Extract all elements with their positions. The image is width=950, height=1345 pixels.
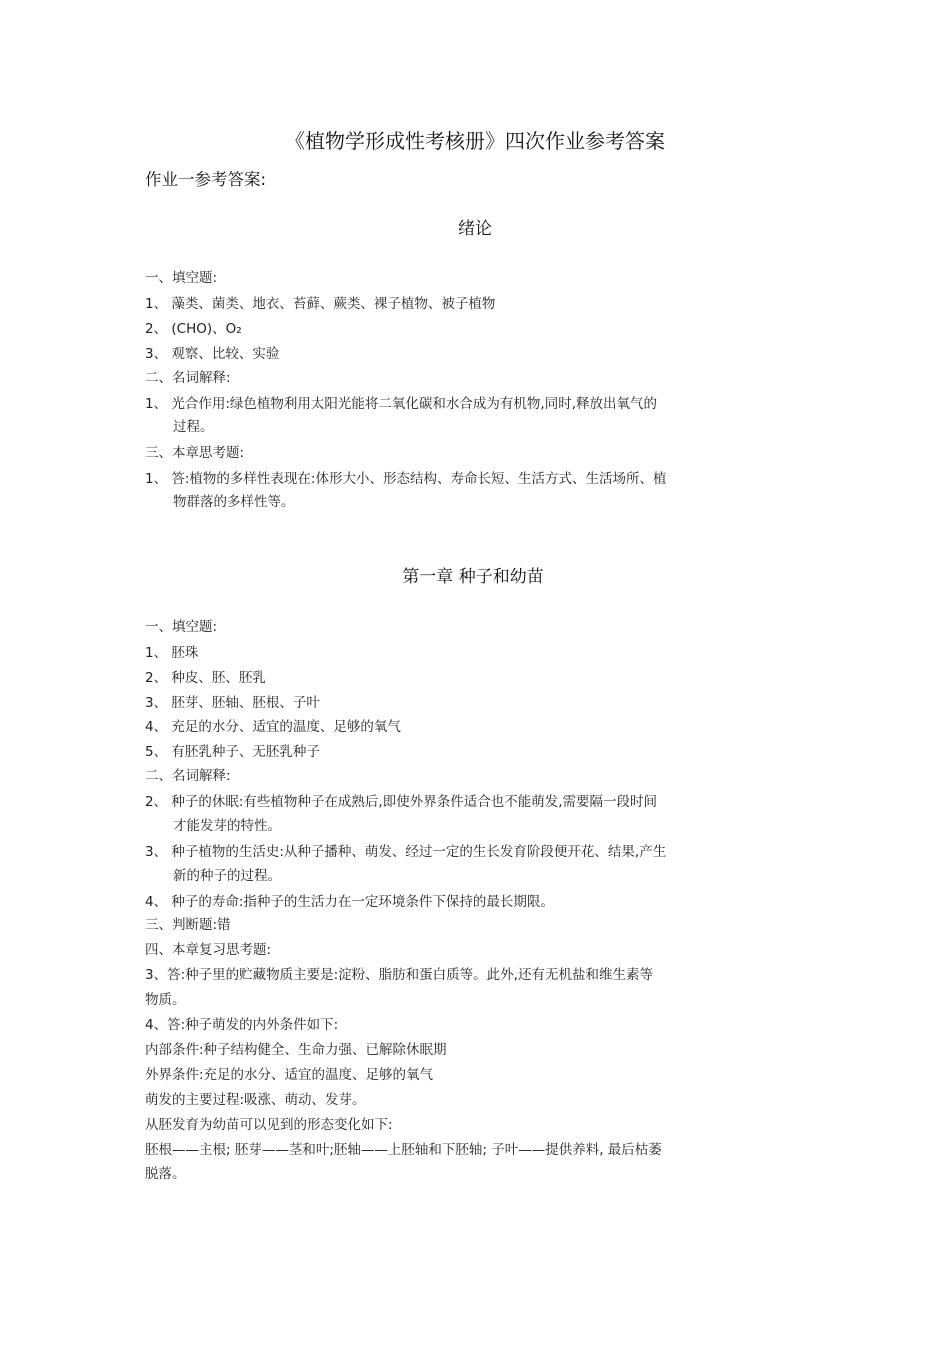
chapter1-line: 从胚发育为幼苗可以见到的形态变化如下: [145,1117,393,1133]
chapter1-line: 4、 充足的水分、适宜的温度、足够的氧气 [145,719,401,735]
chapter1-line: 1、 胚珠 [145,645,199,661]
chapter1-line: 4、答:种子萌发的内外条件如下: [145,1017,339,1033]
chapter1-line: 内部条件:种子结构健全、生命力强、已解除休眠期 [145,1042,447,1058]
chapter1-line: 才能发芽的特性。 [173,818,281,834]
chapter1-line: 胚根——主根; 胚芽——茎和叶;胚轴——上胚轴和下胚轴; 子叶——提供养料, 最后枯萎 [145,1142,662,1158]
chapter1-line: 5、 有胚乳种子、无胚乳种子 [145,744,320,760]
intro-line: 1、 答:植物的多样性表现在:体形大小、形态结构、寿命长短、生活方式、生活场所、植 [145,471,667,487]
chapter1-line: 一、填空题: [145,619,218,635]
assignment-subtitle: 作业一参考答案: [145,170,267,189]
chapter1-line: 三、判断题:错 [145,917,231,933]
section-heading-intro: 绪论 [458,219,492,239]
chapter1-line: 新的种子的过程。 [173,868,281,884]
chapter1-line: 3、 种子植物的生活史:从种子播种、萌发、经过一定的生长发育阶段便开花、结果,产生 [145,844,667,860]
chapter1-line: 四、本章复习思考题: [145,942,272,958]
document-title: 《植物学形成性考核册》四次作业参考答案 [285,129,665,153]
intro-line: 过程。 [173,419,214,435]
chapter1-line: 外界条件:充足的水分、适宜的温度、足够的氧气 [145,1067,434,1083]
intro-line: 1、 藻类、菌类、地衣、苔藓、蕨类、裸子植物、被子植物 [145,296,496,312]
intro-line: 3、 观察、比较、实验 [145,346,280,362]
chapter1-line: 2、 种子的休眠:有些植物种子在成熟后,即使外界条件适合也不能萌发,需要隔一段时间 [145,794,658,810]
section-heading-chapter1: 第一章 种子和幼苗 [402,567,544,587]
intro-line: 一、填空题: [145,270,218,286]
intro-line: 2、 (CHO)、O₂ [145,321,242,337]
chapter1-line: 3、 胚芽、胚轴、胚根、子叶 [145,695,320,711]
chapter1-line: 脱落。 [145,1166,186,1182]
chapter1-line: 4、 种子的寿命:指种子的生活力在一定环境条件下保持的最长期限。 [145,894,554,910]
intro-line: 物群落的多样性等。 [173,494,295,510]
intro-line: 二、名词解释: [145,370,231,386]
chapter1-line: 3、答:种子里的贮藏物质主要是:淀粉、脂肪和蛋白质等。此外,还有无机盐和维生素等 [145,967,653,983]
chapter1-line: 二、名词解释: [145,768,231,784]
chapter1-line: 2、 种皮、胚、胚乳 [145,670,266,686]
intro-line: 1、 光合作用:绿色植物利用太阳光能将二氧化碳和水合成为有机物,同时,释放出氧气的 [145,396,658,412]
chapter1-line: 萌发的主要过程:吸涨、萌动、发芽。 [145,1092,366,1108]
chapter1-line: 物质。 [145,992,186,1008]
intro-line: 三、本章思考题: [145,445,245,461]
